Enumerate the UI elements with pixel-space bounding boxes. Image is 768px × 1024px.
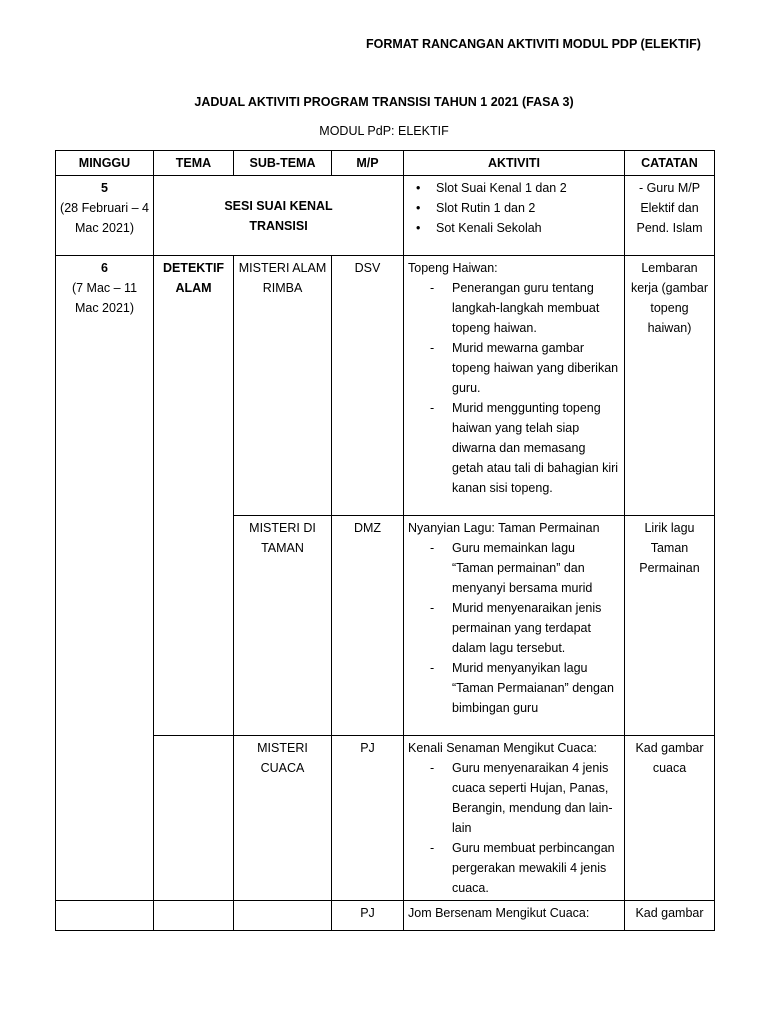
note-cell bbox=[625, 901, 715, 931]
week-cell bbox=[56, 256, 154, 516]
document-title: JADUAL AKTIVITI PROGRAM TRANSISI TAHUN 1 2021 (FASA 3) bbox=[194, 95, 574, 109]
document-subtitle: MODUL PdP: ELEKTIF bbox=[319, 124, 449, 138]
subtheme-label: MISTERI CUACA bbox=[257, 741, 308, 775]
week-cell bbox=[56, 176, 154, 256]
activity-cell bbox=[404, 901, 625, 931]
bullet-icon: • bbox=[416, 201, 421, 215]
column-header-mp: M/P bbox=[332, 151, 404, 176]
note-cell bbox=[625, 176, 715, 256]
column-header-minggu: MINGGU bbox=[56, 151, 154, 176]
list-item: - Guru menyenaraikan 4 jenis cuaca seperti Hujan, Panas, Berangin, mendung dan lain-lain bbox=[452, 758, 620, 838]
session-label: SESI SUAI KENAL TRANSISI bbox=[224, 198, 333, 233]
subtheme-cell bbox=[234, 516, 332, 736]
week-cell-empty bbox=[56, 516, 154, 736]
dash-icon: - bbox=[430, 841, 435, 855]
list-item: • Sot Kenali Sekolah bbox=[430, 218, 620, 238]
table-header-row bbox=[56, 151, 715, 176]
note-text: Lirik lagu Taman Permainan bbox=[639, 521, 700, 575]
column-header-sub-tema: SUB-TEMA bbox=[234, 151, 332, 176]
column-header-aktiviti: AKTIVITI bbox=[404, 151, 625, 176]
mp-cell bbox=[332, 736, 404, 901]
activity-list bbox=[408, 758, 620, 898]
week-cell-empty bbox=[56, 736, 154, 901]
bullet-icon: • bbox=[416, 221, 421, 235]
table-row bbox=[56, 516, 715, 736]
dash-icon: - bbox=[430, 761, 435, 775]
theme-cell bbox=[154, 256, 234, 516]
note-text: Kad gambar cuaca bbox=[635, 741, 704, 775]
list-item: - Penerangan guru tentang langkah-langkah membuat topeng haiwan. bbox=[452, 278, 620, 338]
note-cell bbox=[625, 256, 715, 516]
bullet-icon: • bbox=[416, 181, 421, 195]
list-item: - Murid menggunting topeng haiwan yang telah siap diwarna dan memasang getah atau tali di bahagian kiri kanan sisi topeng. bbox=[452, 398, 620, 498]
table-row bbox=[56, 176, 715, 256]
list-item: - Murid mewarna gambar topeng haiwan yang diberikan guru. bbox=[452, 338, 620, 398]
column-header-catatan: CATATAN bbox=[625, 151, 715, 176]
week-dates: (28 Februari – 4 Mac 2021) bbox=[60, 201, 149, 235]
column-header-tema: TEMA bbox=[154, 151, 234, 176]
activity-table bbox=[55, 150, 715, 931]
mp-cell bbox=[332, 901, 404, 931]
week-cell-empty bbox=[56, 901, 154, 931]
activity-cell bbox=[404, 516, 625, 736]
subtheme-label: MISTERI DI TAMAN bbox=[249, 521, 316, 555]
list-item: • Slot Suai Kenal 1 dan 2 bbox=[430, 178, 620, 198]
activity-title: Kenali Senaman Mengikut Cuaca: bbox=[408, 741, 598, 755]
theme-cell-empty bbox=[154, 901, 234, 931]
subtheme-cell bbox=[234, 256, 332, 516]
list-item: • Slot Rutin 1 dan 2 bbox=[430, 198, 620, 218]
subtheme-cell bbox=[234, 736, 332, 901]
activity-title: Nyanyian Lagu: Taman Permainan bbox=[408, 521, 600, 535]
activity-cell bbox=[404, 176, 625, 256]
document-header: FORMAT RANCANGAN AKTIVITI MODUL PDP (ELEKTIF) bbox=[366, 37, 701, 51]
week-dates: (7 Mac – 11 Mac 2021) bbox=[71, 281, 138, 315]
list-item: - Murid menyanyikan lagu “Taman Permaianan” dengan bimbingan guru bbox=[452, 658, 620, 718]
subtheme-cell-empty bbox=[234, 901, 332, 931]
mp-label: DSV bbox=[354, 261, 381, 275]
table-row bbox=[56, 256, 715, 516]
week-number: 6 bbox=[101, 261, 108, 275]
table-row bbox=[56, 736, 715, 901]
theme-cell-empty bbox=[154, 516, 234, 736]
week-number: 5 bbox=[101, 181, 108, 195]
dash-icon: - bbox=[430, 661, 435, 675]
list-item: - Guru membuat perbincangan pergerakan mewakili 4 jenis cuaca. bbox=[452, 838, 620, 898]
dash-icon: - bbox=[430, 601, 435, 615]
list-item: - Murid menyenaraikan jenis permainan yang terdapat dalam lagu tersebut. bbox=[452, 598, 620, 658]
note-cell bbox=[625, 736, 715, 901]
note-text: - Guru M/P Elektif dan Pend. Islam bbox=[636, 181, 703, 235]
mp-label: DMZ bbox=[353, 521, 382, 535]
list-item: - Guru memainkan lagu “Taman permainan” dan menyanyi bersama murid bbox=[452, 538, 620, 598]
mp-label: PJ bbox=[360, 741, 375, 755]
mp-cell bbox=[332, 256, 404, 516]
mp-label: PJ bbox=[360, 906, 375, 920]
theme-label: DETEKTIF ALAM bbox=[162, 261, 225, 295]
activity-title: Jom Bersenam Mengikut Cuaca: bbox=[408, 906, 590, 920]
activity-cell bbox=[404, 256, 625, 516]
note-text: Kad gambar bbox=[635, 906, 704, 920]
activity-cell bbox=[404, 736, 625, 901]
session-cell bbox=[154, 176, 404, 256]
dash-icon: - bbox=[430, 281, 435, 295]
table-row bbox=[56, 901, 715, 931]
note-cell bbox=[625, 516, 715, 736]
activity-list bbox=[408, 178, 620, 238]
activity-title: Topeng Haiwan: bbox=[408, 261, 498, 275]
dash-icon: - bbox=[430, 541, 435, 555]
dash-icon: - bbox=[430, 341, 435, 355]
mp-cell bbox=[332, 516, 404, 736]
dash-icon: - bbox=[430, 401, 435, 415]
activity-list bbox=[408, 538, 620, 718]
subtheme-label: MISTERI ALAM RIMBA bbox=[238, 261, 327, 295]
theme-cell-empty bbox=[154, 736, 234, 901]
note-text: Lembaran kerja (gambar topeng haiwan) bbox=[630, 261, 709, 335]
activity-list bbox=[408, 278, 620, 498]
